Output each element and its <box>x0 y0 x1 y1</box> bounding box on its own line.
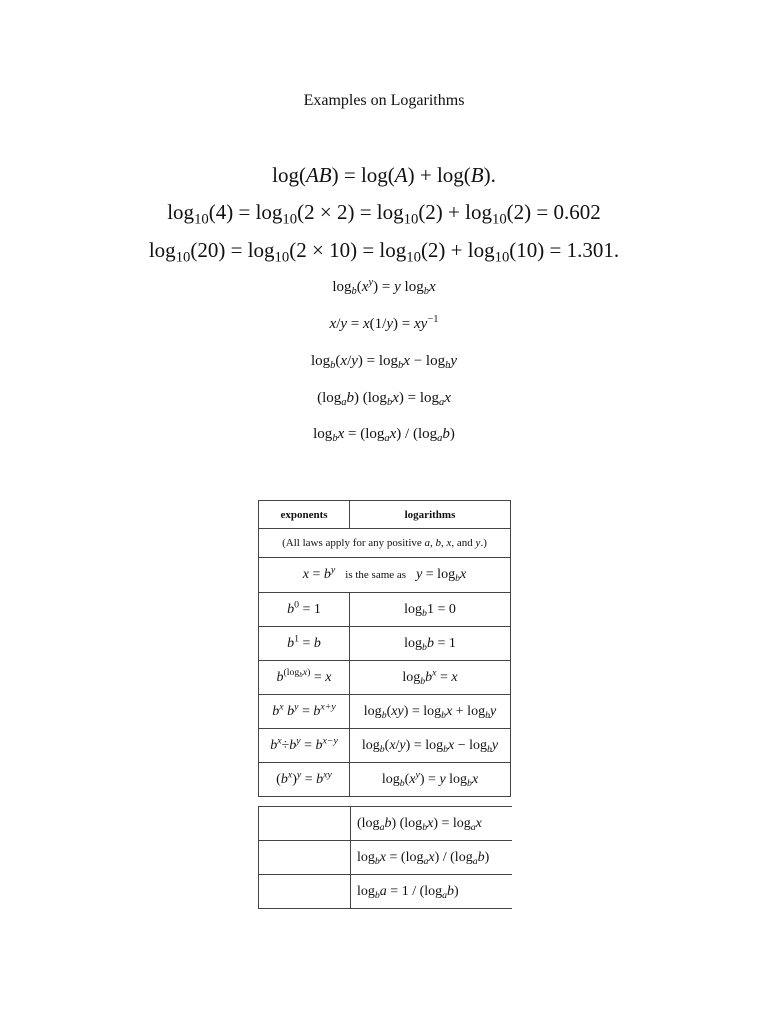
chain-rule-cell: $(\log_ab) (\log_bx) = \log_ax$ <box>351 807 513 841</box>
header-logarithms: logarithms <box>350 501 511 529</box>
log-rule-power: $\log_b(x^y) = y$ $\log_bx$ <box>350 763 511 797</box>
exponent-rule-product: $b^x$ $b^y = b^{x+y}$ <box>259 695 350 729</box>
empty-cell <box>259 875 351 909</box>
exponent-rule-power: $(b^x)^y = b^{xy}$ <box>259 763 350 797</box>
additional-log-rules-table <box>258 806 512 909</box>
empty-cell <box>259 841 351 875</box>
log-rule-one: $\log_bb = 1$ <box>350 627 511 661</box>
log-rule-inverse: $\log_bb^x = x$ <box>350 661 511 695</box>
log-rule-quotient: $\log_b(x/y) = \log_bx - \log_by$ <box>350 729 511 763</box>
same-as-text: is the same as <box>345 569 407 581</box>
log-rule-zero: $\log_b1 = 0$ <box>350 593 511 627</box>
product-rule-equation: log(AB) = log(A) + log(B). <box>272 163 496 187</box>
power-rule-equation: $\log_b(x^y) = y$ $\log_bx$ <box>332 277 436 298</box>
exponent-rule-zero: $b^0 = 1$ <box>259 593 350 627</box>
definition-row: $x = b^y$ is the same as $y = \log_bx$ <box>259 558 511 593</box>
page-title: Examples on Logarithms <box>303 92 465 109</box>
exponents-logarithms-table <box>258 500 511 797</box>
quotient-rule-equation: $\log_b(x/y) = \log_bx - \log_by$ <box>310 353 458 372</box>
header-exponents: exponents <box>259 501 350 529</box>
reciprocal-rule-cell: $\log_ba = 1 / (\log_ab)$ <box>351 875 513 909</box>
log10-4-example: $\log_{10}(4) = \log_{10}(2 \times 2) = \log_{10}(2) + \log_{10}(2) = 0.602$ <box>167 200 601 228</box>
change-of-base-equation: $\log_bx = (\log_ax) / (\log_ab)$ <box>313 426 455 445</box>
exponent-rule-quotient: $b^x\div b^y = b^{x-y}$ <box>259 729 350 763</box>
change-of-base-cell: $\log_bx = (\log_ax) / (\log_ab)$ <box>351 841 513 875</box>
chain-rule-equation: $(\log_ab) (\log_bx) = \log_ax$ <box>317 390 451 409</box>
empty-cell <box>259 807 351 841</box>
division-equation: $x/y = x(1/y) = xy^{-1}$ <box>329 314 439 332</box>
log10-20-example: $\log_{10}(20) = \log_{10}(2 \times 10) = \log_{10}(2) + \log_{10}(10) = 1.301$. <box>148 238 620 266</box>
exponent-rule-inverse: $b^{(log_bx)} = x$ <box>259 661 350 695</box>
log-rule-product: $\log_b(xy) = \log_bx + \log_by$ <box>350 695 511 729</box>
table-note: (All laws apply for any positive a, b, x, and y.) <box>259 529 511 558</box>
exponent-rule-one: $b^1 = b$ <box>259 627 350 661</box>
